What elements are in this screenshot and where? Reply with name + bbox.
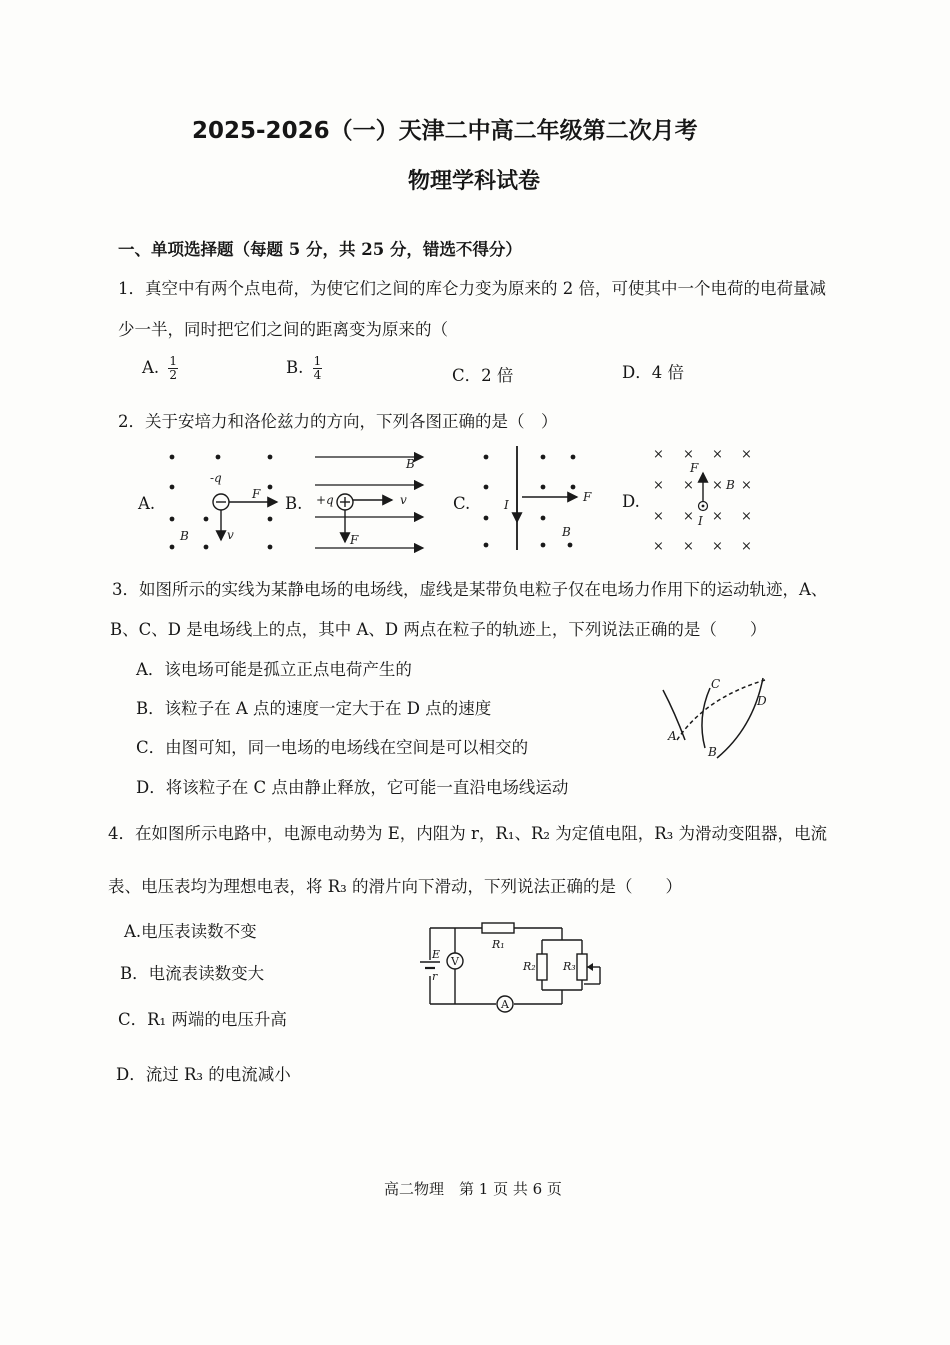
section-heading: 一、单项选择题（每题 5 分，共 25 分，错选不得分） <box>118 240 522 259</box>
q2-b-charge-label: +q <box>316 493 334 507</box>
q1-option-b <box>286 355 322 382</box>
q2-a-charge-label: -q <box>210 471 222 485</box>
q4-circuit-diagram <box>410 918 610 1018</box>
q2-a-velocity-label: v <box>227 528 234 542</box>
q2-b-force-label: F <box>350 533 359 547</box>
q3-option-a: A．该电场可能是孤立正点电荷产生的 <box>136 660 412 679</box>
q4-emf-label: E <box>432 948 441 961</box>
q4-option-b: B．电流表读数变大 <box>120 964 265 983</box>
q2-d-current-label: I <box>698 514 703 528</box>
svg-text:×: × <box>741 478 752 493</box>
q1-option-c: C．2 倍 <box>452 366 514 385</box>
svg-text:×: × <box>712 539 723 554</box>
svg-text:×: × <box>683 447 694 462</box>
svg-text:×: × <box>741 509 752 524</box>
q4-voltmeter-label: V <box>451 955 459 968</box>
q3-option-d: D．将该粒子在 C 点由静止释放，它可能一直沿电场线运动 <box>136 778 569 797</box>
q3-point-d: D <box>757 694 767 708</box>
svg-text:×: × <box>741 539 752 554</box>
q1-option-d: D．4 倍 <box>622 363 684 382</box>
svg-text:×: × <box>712 447 723 462</box>
q1-option-a-fraction <box>168 355 178 382</box>
svg-text:×: × <box>653 447 664 462</box>
q1-b-numerator: 1 <box>313 354 322 368</box>
q4-internal-r-label: r <box>432 970 438 983</box>
q1-line1: 1．真空中有两个点电荷，为使它们之间的库仑力变为原来的 2 倍，可使其中一个电荷的电荷量减 <box>118 279 826 298</box>
q1-option-a <box>142 355 178 382</box>
q3-option-c: C．由图可知，同一电场的电场线在空间是可以相交的 <box>136 738 529 757</box>
q3-line2: B、C、D 是电场线上的点，其中 A、D 两点在粒子的轨迹上，下列说法正确的是（ ） <box>110 620 767 639</box>
svg-text:×: × <box>653 539 664 554</box>
q3-point-c: C <box>711 677 721 691</box>
q2-b-field-label: B <box>406 457 415 471</box>
exam-subtitle: 物理学科试卷 <box>408 169 541 194</box>
svg-text:×: × <box>683 478 694 493</box>
q3-point-b: B <box>708 745 717 759</box>
q4-option-a: A.电压表读数不变 <box>124 922 257 941</box>
svg-text:×: × <box>683 509 694 524</box>
q1-option-a-label: A. <box>142 358 160 377</box>
q2-c-field-label: B <box>562 525 571 539</box>
q4-r1-label: R₁ <box>492 938 505 951</box>
q1-option-b-label: B. <box>286 358 304 377</box>
q3-field-diagram <box>655 668 785 768</box>
exam-title: 2025-2026（一）天津二中高二年级第二次月考 <box>192 118 698 144</box>
svg-text:×: × <box>653 478 664 493</box>
q4-r2-label: R₂ <box>523 960 536 973</box>
q4-line1: 4．在如图所示电路中，电源电动势为 E，内阻为 r，R₁、R₂ 为定值电阻，R₃ 为滑动变阻器，电流 <box>108 824 828 843</box>
q2-stem: 2．关于安培力和洛伦兹力的方向，下列各图正确的是（ ） <box>118 412 558 431</box>
q2-c-current-label: I <box>504 498 509 512</box>
svg-text:×: × <box>741 447 752 462</box>
q2-a-field-label: B <box>180 529 189 543</box>
q2-c-force-label: F <box>583 490 592 504</box>
q2-d-force-label: F <box>690 461 699 475</box>
q2-d-field-label: B <box>726 478 735 492</box>
q3-option-b: B．该粒子在 A 点的速度一定大于在 D 点的速度 <box>136 699 492 718</box>
svg-text:×: × <box>712 478 723 493</box>
q4-line2: 表、电压表均为理想电表，将 R₃ 的滑片向下滑动，下列说法正确的是（ ） <box>108 877 683 896</box>
q2-a-force-label: F <box>252 487 261 501</box>
q2-b-velocity-label: v <box>400 493 407 507</box>
q4-ammeter-label: A <box>501 998 509 1011</box>
q2-label-c: C. <box>453 494 471 513</box>
q4-option-d: D．流过 R₃ 的电流减小 <box>116 1065 291 1084</box>
svg-text:×: × <box>683 539 694 554</box>
q2-label-a: A. <box>138 494 156 513</box>
q1-option-b-fraction <box>313 355 323 382</box>
q4-option-c: C．R₁ 两端的电压升高 <box>118 1010 287 1029</box>
svg-text:×: × <box>712 509 723 524</box>
q1-b-denominator: 4 <box>313 368 322 382</box>
q3-point-a: A <box>668 729 677 743</box>
q1-a-denominator: 2 <box>169 368 178 382</box>
q2-label-d: D. <box>622 492 640 511</box>
q2-label-b: B. <box>285 494 303 513</box>
page-footer: 高二物理 第 1 页 共 6 页 <box>384 1180 562 1198</box>
q1-line2: 少一半，同时把它们之间的距离变为原来的（ <box>118 320 448 339</box>
q1-a-numerator: 1 <box>169 354 178 368</box>
svg-text:×: × <box>653 509 664 524</box>
q3-line1: 3．如图所示的实线为某静电场的电场线，虚线是某带负电粒子仅在电场力作用下的运动轨迹，A、 <box>112 580 828 599</box>
q4-r3-label: R₃ <box>563 960 576 973</box>
